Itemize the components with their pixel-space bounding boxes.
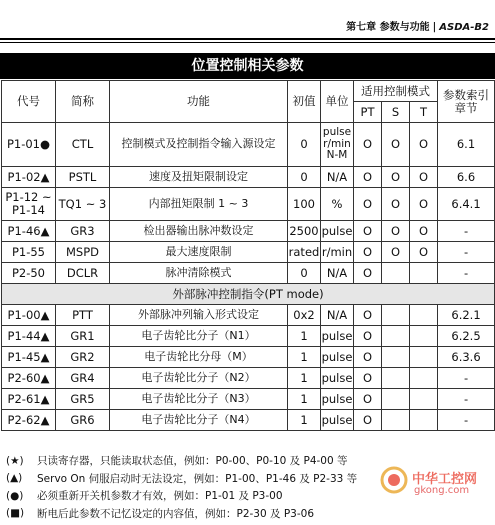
cell-reference: - <box>438 389 495 410</box>
note-symbol: (●) <box>6 489 24 502</box>
cell-unit: pulse r/min N-M <box>321 123 354 167</box>
cell-s: O <box>382 242 410 263</box>
cell-s <box>382 263 410 284</box>
cell-reference: 6.2.1 <box>438 305 495 326</box>
cell-abbr: GR3 <box>56 221 110 242</box>
cell-initial: 2500 <box>288 221 321 242</box>
cell-t: O <box>410 188 438 221</box>
cell-function: 内部扭矩限制 1 ~ 3 <box>110 188 288 221</box>
table-row <box>2 305 495 326</box>
table-row <box>2 167 495 188</box>
col-header-t: T <box>410 102 438 123</box>
cell-function: 电子齿轮比分子（N1） <box>110 326 288 347</box>
col-header-initial: 初值 <box>288 81 321 123</box>
col-header-abbr: 简称 <box>56 81 110 123</box>
cell-pt: O <box>354 167 382 188</box>
cell-reference: 6.3.6 <box>438 347 495 368</box>
header-rule-thin <box>0 42 495 43</box>
table-row <box>2 326 495 347</box>
chapter-label: 第七章 <box>346 22 377 33</box>
cell-unit: pulse <box>321 389 354 410</box>
table-row <box>2 242 495 263</box>
cell-t <box>410 305 438 326</box>
brand-logo-text: ASDA-B2 <box>439 22 489 33</box>
cell-code: P2-50 <box>2 263 56 284</box>
cell-initial: 1 <box>288 368 321 389</box>
page-header <box>346 18 489 33</box>
cell-code: P2-61▲ <box>2 389 56 410</box>
note-symbol: (★) <box>6 454 24 467</box>
cell-unit: pulse <box>321 221 354 242</box>
cell-t <box>410 326 438 347</box>
table-row <box>2 221 495 242</box>
cell-initial: rated <box>288 242 321 263</box>
cell-code: P1-00▲ <box>2 305 56 326</box>
cell-abbr: TQ1 ~ 3 <box>56 188 110 221</box>
cell-t <box>410 347 438 368</box>
cell-t <box>410 410 438 431</box>
cell-function: 最大速度限制 <box>110 242 288 263</box>
cell-function: 电子齿轮比分子（N3） <box>110 389 288 410</box>
watermark-url: gkong.com <box>414 485 470 496</box>
cell-function: 速度及扭矩限制设定 <box>110 167 288 188</box>
cell-s <box>382 410 410 431</box>
cell-unit: pulse <box>321 368 354 389</box>
cell-s <box>382 347 410 368</box>
cell-unit: r/min <box>321 242 354 263</box>
cell-s <box>382 389 410 410</box>
cell-unit: N/A <box>321 305 354 326</box>
cell-pt: O <box>354 263 382 284</box>
cell-abbr: DCLR <box>56 263 110 284</box>
cell-pt: O <box>354 326 382 347</box>
cell-abbr: GR1 <box>56 326 110 347</box>
cell-initial: 1 <box>288 347 321 368</box>
cell-s: O <box>382 221 410 242</box>
note-symbol: (■) <box>6 507 25 520</box>
cell-function: 电子齿轮比分子（N4） <box>110 410 288 431</box>
cell-initial: 0 <box>288 123 321 167</box>
cell-reference: - <box>438 242 495 263</box>
table-row <box>2 347 495 368</box>
cell-reference: - <box>438 221 495 242</box>
topic-label: 参数与功能 <box>379 22 430 33</box>
table-row <box>2 410 495 431</box>
cell-function: 控制模式及控制指令输入源设定 <box>110 123 288 167</box>
cell-code: P1-46▲ <box>2 221 56 242</box>
note-text: 必须重新开关机参数才有效，例如：P1-01 及 P3-00 <box>37 490 283 503</box>
parameter-table <box>1 80 495 431</box>
header-separator: | <box>432 22 437 33</box>
cell-reference: 6.2.5 <box>438 326 495 347</box>
header-rule-thick <box>0 38 495 40</box>
cell-function: 外部脉冲列输入形式设定 <box>110 305 288 326</box>
cell-t <box>410 263 438 284</box>
note-text: 断电后此参数不记忆设定的内容值，例如：P2-30 及 P3-06 <box>37 507 314 520</box>
cell-unit: pulse <box>321 410 354 431</box>
table-row <box>2 368 495 389</box>
cell-s <box>382 368 410 389</box>
cell-pt: O <box>354 123 382 167</box>
cell-initial: 0 <box>288 263 321 284</box>
cell-initial: 100 <box>288 188 321 221</box>
cell-abbr: GR5 <box>56 389 110 410</box>
cell-pt: O <box>354 389 382 410</box>
table-row <box>2 263 495 284</box>
cell-abbr: PSTL <box>56 167 110 188</box>
cell-code: P1-45▲ <box>2 347 56 368</box>
watermark-logo-icon <box>380 466 408 494</box>
cell-pt: O <box>354 410 382 431</box>
cell-pt: O <box>354 188 382 221</box>
watermark <box>380 464 492 504</box>
cell-unit: pulse <box>321 326 354 347</box>
cell-t: O <box>410 123 438 167</box>
watermark-name: 中华工控网 <box>412 472 478 487</box>
cell-code: P1-55 <box>2 242 56 263</box>
cell-abbr: GR2 <box>56 347 110 368</box>
cell-function: 检出器输出脉冲数设定 <box>110 221 288 242</box>
cell-t <box>410 389 438 410</box>
cell-pt: O <box>354 221 382 242</box>
cell-reference: - <box>438 368 495 389</box>
cell-function: 电子齿轮比分子（N2） <box>110 368 288 389</box>
col-header-modes: 适用控制模式 <box>354 81 438 102</box>
cell-reference: - <box>438 263 495 284</box>
table-row <box>2 389 495 410</box>
cell-t: O <box>410 167 438 188</box>
cell-abbr: GR6 <box>56 410 110 431</box>
cell-initial: 0 <box>288 167 321 188</box>
cell-code: P1-12 ~ P1-14 <box>2 188 56 221</box>
col-header-function: 功能 <box>110 81 288 123</box>
cell-s <box>382 305 410 326</box>
cell-abbr: PTT <box>56 305 110 326</box>
cell-unit: N/A <box>321 167 354 188</box>
table-row <box>2 188 495 221</box>
cell-code: P1-02▲ <box>2 167 56 188</box>
col-header-reference: 参数索引章节 <box>438 81 495 123</box>
table-title: 位置控制相关参数 <box>0 53 495 79</box>
cell-code: P2-60▲ <box>2 368 56 389</box>
cell-code: P2-62▲ <box>2 410 56 431</box>
cell-initial: 0x2 <box>288 305 321 326</box>
cell-s: O <box>382 188 410 221</box>
section-title: 外部脉冲控制指令(PT mode) <box>2 284 495 305</box>
cell-unit: pulse <box>321 347 354 368</box>
cell-pt: O <box>354 242 382 263</box>
cell-function: 电子齿轮比分母（M） <box>110 347 288 368</box>
cell-code: P1-44▲ <box>2 326 56 347</box>
cell-code: P1-01● <box>2 123 56 167</box>
col-header-s: S <box>382 102 410 123</box>
col-header-unit: 单位 <box>321 81 354 123</box>
cell-function: 脉冲清除模式 <box>110 263 288 284</box>
cell-reference: 6.4.1 <box>438 188 495 221</box>
cell-unit: % <box>321 188 354 221</box>
note-text: Servo On 伺服启动时无法设定，例如：P1-00、P1-46 及 P2-33 等 <box>37 472 358 485</box>
cell-abbr: MSPD <box>56 242 110 263</box>
cell-initial: 1 <box>288 389 321 410</box>
cell-reference: 6.1 <box>438 123 495 167</box>
cell-pt: O <box>354 347 382 368</box>
col-header-pt: PT <box>354 102 382 123</box>
cell-abbr: GR4 <box>56 368 110 389</box>
cell-initial: 1 <box>288 410 321 431</box>
col-header-code: 代号 <box>2 81 56 123</box>
note-item <box>6 505 486 523</box>
cell-t: O <box>410 242 438 263</box>
cell-abbr: CTL <box>56 123 110 167</box>
cell-s: O <box>382 167 410 188</box>
cell-unit: N/A <box>321 263 354 284</box>
section-row <box>2 284 495 305</box>
cell-reference: 6.6 <box>438 167 495 188</box>
cell-initial: 1 <box>288 326 321 347</box>
cell-pt: O <box>354 305 382 326</box>
cell-pt: O <box>354 368 382 389</box>
cell-s <box>382 326 410 347</box>
cell-t: O <box>410 221 438 242</box>
cell-s: O <box>382 123 410 167</box>
note-symbol: (▲) <box>6 472 23 485</box>
cell-reference: - <box>438 410 495 431</box>
cell-t <box>410 368 438 389</box>
table-row <box>2 123 495 167</box>
note-text: 只读寄存器，只能读取状态值，例如：P0-00、P0-10 及 P4-00 等 <box>37 455 348 468</box>
